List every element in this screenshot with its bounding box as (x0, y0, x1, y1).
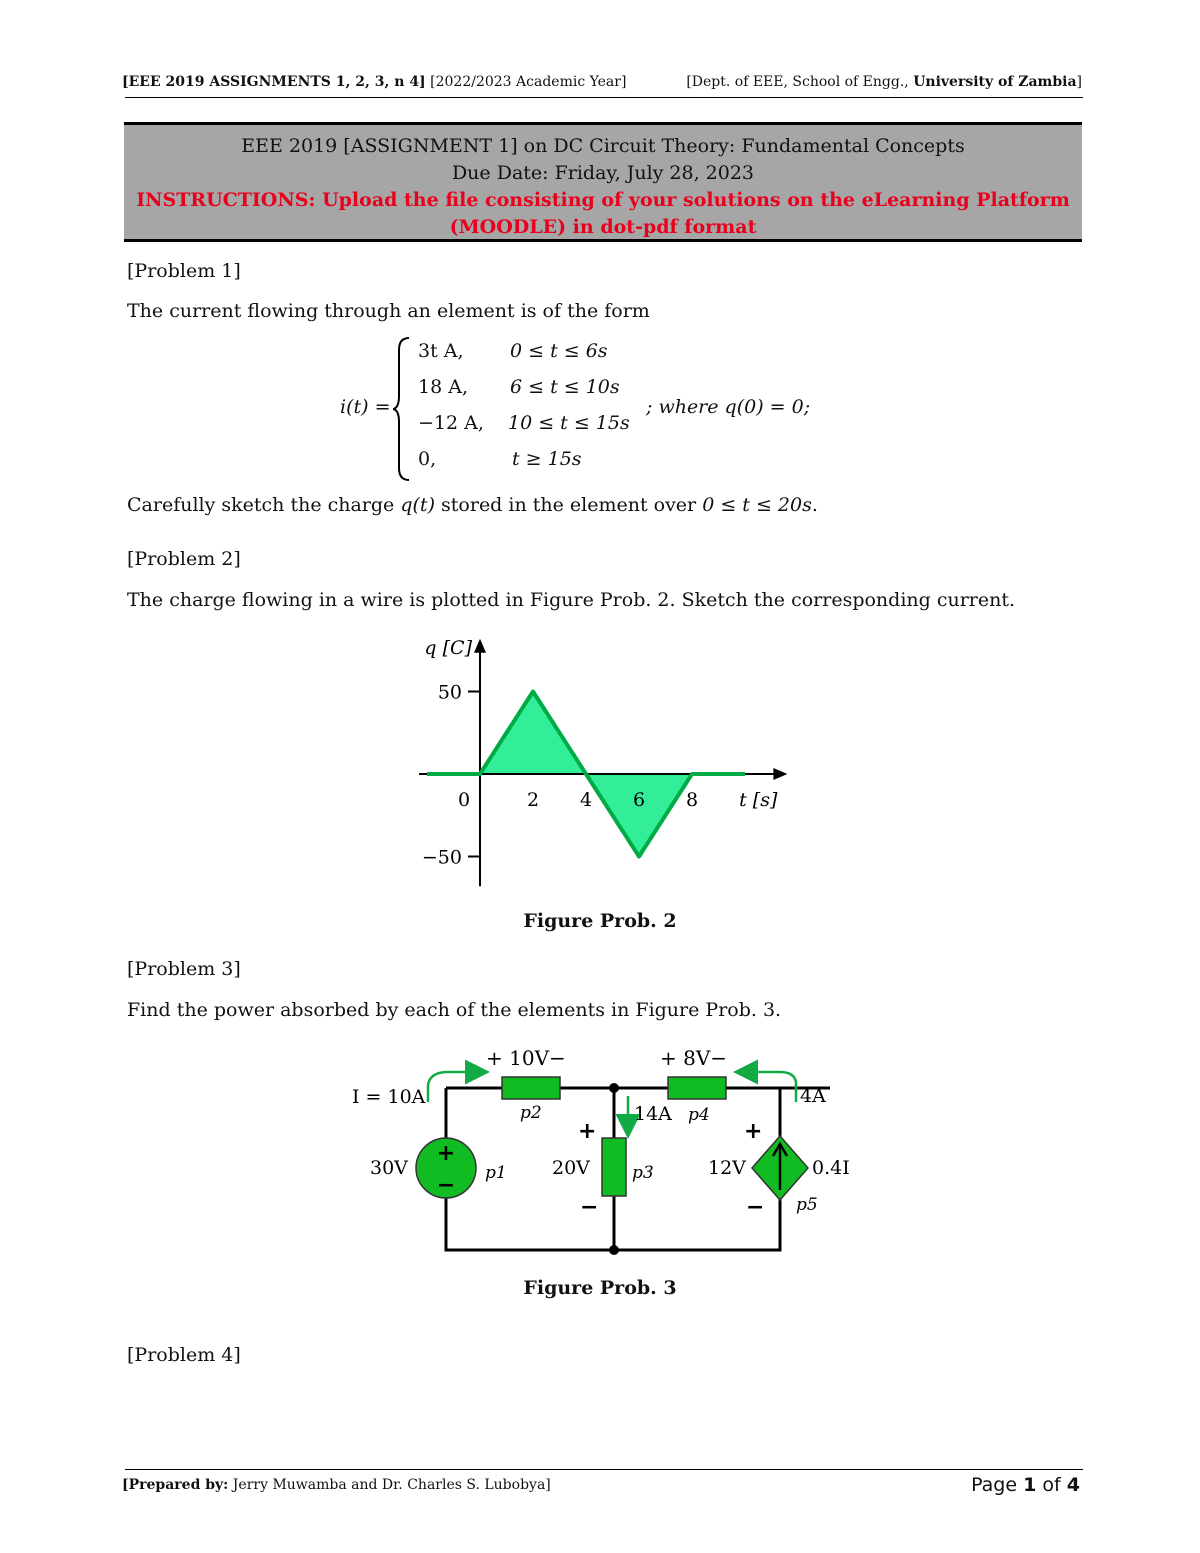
label-p3: p3 (632, 1163, 654, 1183)
case-2-condition: 6 ≤ t ≤ 10s (510, 376, 620, 398)
footer-prepared-label: [Prepared by: (122, 1477, 229, 1493)
problem2-heading: [Problem 2] (127, 548, 241, 570)
header-dept: [Dept. of EEE, School of Engg., (686, 74, 909, 90)
label-p2: p2 (520, 1103, 542, 1123)
negative-charge-area (586, 774, 692, 857)
sketch-text-mid: stored in the element over (441, 494, 697, 516)
case-1-value: 3t A, (418, 340, 464, 362)
problem1-text: The current flowing through an element is of the form (127, 300, 650, 322)
header-course: [EEE 2019 ASSIGNMENTS 1, 2, 3, n 4] (122, 74, 426, 90)
assignment-title: EEE 2019 [ASSIGNMENT 1] on DC Circuit Theory: Fundamental Concepts (241, 135, 965, 157)
label-14A: 14A (634, 1103, 672, 1125)
instructions-line1: INSTRUCTIONS: Upload the file consisting of your solutions on the eLearning Platform (136, 189, 1070, 211)
circuit-diagram (330, 1040, 870, 1260)
of-word: of (1042, 1474, 1061, 1496)
element-p4 (668, 1077, 726, 1099)
case-3-condition: 10 ≤ t ≤ 15s (508, 412, 630, 434)
y-tick-label: −50 (421, 846, 462, 869)
case-2-value: 18 A, (418, 376, 468, 398)
x-tick-label: 2 (526, 789, 540, 811)
sketch-end: . (811, 494, 818, 516)
x-axis-label: t [s] (739, 789, 778, 811)
x-tick-label: 6 (632, 789, 646, 811)
p5-plus: + (744, 1119, 763, 1144)
problem1-heading: [Problem 1] (127, 260, 241, 282)
title-box (124, 122, 1082, 242)
case-4-condition: t ≥ 15s (512, 448, 582, 470)
page-number (971, 1474, 1080, 1496)
running-header (122, 74, 626, 90)
running-header-dept (686, 74, 1082, 90)
p3-plus: + (578, 1119, 597, 1144)
charge-plot (400, 628, 800, 893)
y-axis-label: q [C] (424, 637, 472, 659)
case-1-condition: 0 ≤ t ≤ 6s (510, 340, 608, 362)
node-top (609, 1083, 619, 1093)
problem2-text: The charge flowing in a wire is plotted in Figure Prob. 2. Sketch the corresponding current. (127, 589, 1016, 611)
x-tick-label: 4 (579, 789, 593, 811)
label-I: I = 10A (352, 1086, 426, 1108)
sketch-range: 0 ≤ t ≤ 20s (702, 494, 812, 516)
x-axis-arrowhead (773, 768, 787, 780)
p5-minus: − (746, 1195, 765, 1220)
y-axis-arrowhead (474, 639, 486, 653)
due-date: Due Date: Friday, July 28, 2023 (451, 162, 755, 184)
sketch-text-pre: Carefully sketch the charge (127, 494, 395, 516)
y-tick-label: 50 (437, 681, 462, 704)
piecewise-lhs: i(t) = (340, 396, 391, 418)
node-bottom (609, 1245, 619, 1255)
label-12V: 12V (708, 1157, 746, 1179)
page-total: 4 (1066, 1474, 1080, 1496)
positive-charge-area (480, 692, 586, 775)
figure2-caption: Figure Prob. 2 (523, 910, 677, 932)
label-p4: p4 (688, 1105, 710, 1125)
problem1-sketch-instruction (127, 494, 818, 516)
source-minus-sign: − (436, 1173, 456, 1198)
source-plus-sign: + (436, 1141, 456, 1166)
p3-minus: − (580, 1195, 599, 1220)
label-v-p4: + 8V− (660, 1046, 728, 1070)
case-4-value: 0, (418, 448, 437, 470)
initial-condition: ; where q(0) = 0; (646, 396, 811, 418)
label-30V: 30V (370, 1157, 408, 1179)
case-3-value: −12 A, (418, 412, 484, 434)
x-tick-label: 8 (685, 789, 699, 811)
element-p3 (602, 1138, 626, 1196)
footer-prepared (122, 1477, 551, 1493)
problem4-heading: [Problem 4] (127, 1344, 241, 1366)
label-p1: p1 (485, 1163, 507, 1183)
page-word: Page (971, 1474, 1018, 1496)
piecewise-brace (393, 336, 413, 482)
header-close: ] (1076, 74, 1082, 90)
label-20V: 20V (552, 1157, 590, 1179)
problem3-heading: [Problem 3] (127, 958, 241, 980)
header-university: University of Zambia (913, 74, 1077, 90)
label-0.4I: 0.4I (812, 1157, 850, 1179)
sketch-q: q(t) (400, 494, 435, 516)
page-current: 1 (1023, 1474, 1037, 1496)
label-p5: p5 (796, 1195, 818, 1215)
charge-series-line (427, 692, 745, 857)
header-rule (125, 97, 1083, 98)
label-4A: 4A (800, 1085, 826, 1107)
footer-names: Jerry Muwamba and Dr. Charles S. Lubobya] (232, 1477, 551, 1493)
header-year: [2022/2023 Academic Year] (430, 74, 627, 90)
instructions-line2: (MOODLE) in dot-pdf format (449, 216, 757, 238)
element-p2 (502, 1077, 560, 1099)
problem3-text: Find the power absorbed by each of the elements in Figure Prob. 3. (127, 999, 782, 1021)
x-tick-label: 0 (457, 789, 471, 811)
footer-rule (125, 1469, 1083, 1470)
figure3-caption: Figure Prob. 3 (523, 1277, 677, 1299)
label-v-p2: + 10V− (486, 1046, 566, 1070)
